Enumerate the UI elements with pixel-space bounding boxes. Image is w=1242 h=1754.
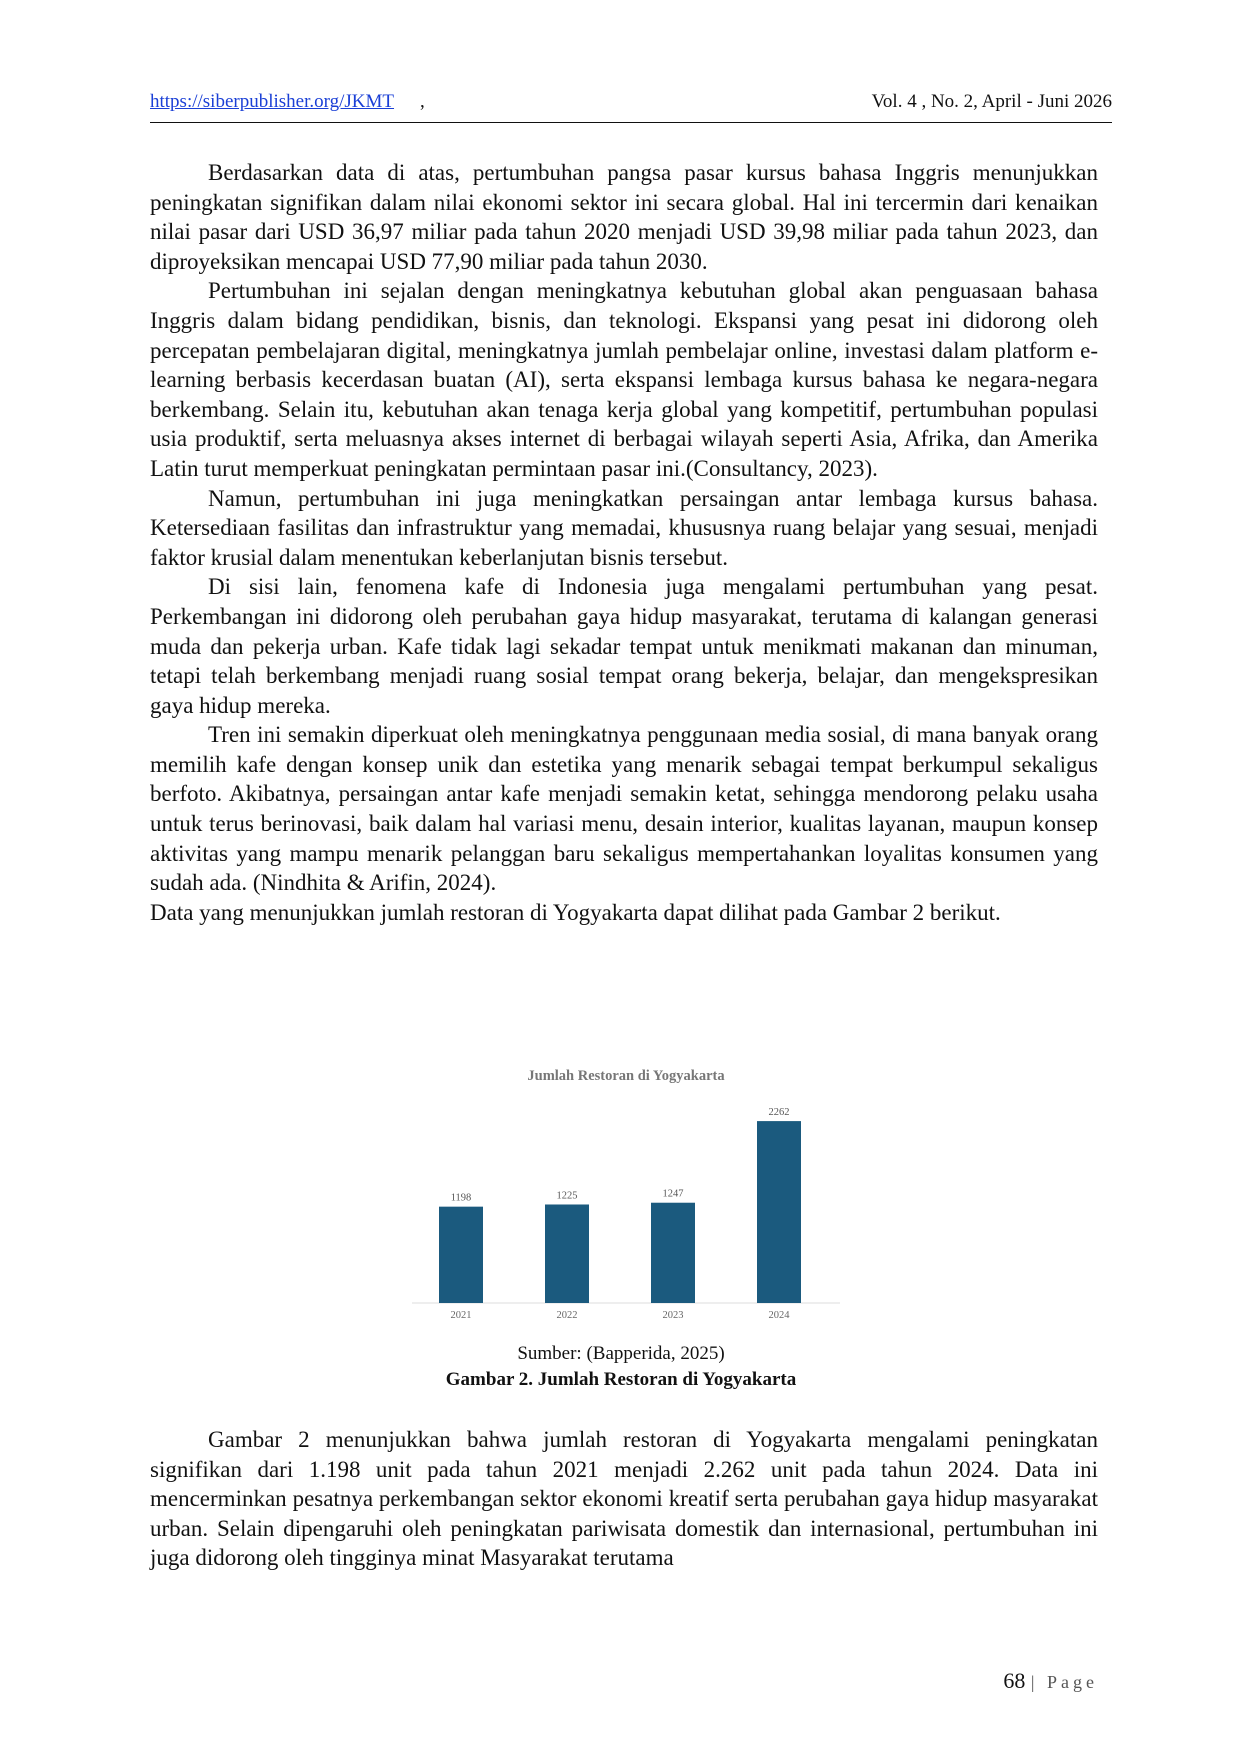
restaurant-bar-chart <box>412 1060 840 1332</box>
paragraph: Pertumbuhan ini sejalan dengan meningkatnya kebutuhan global akan penguasaan bahasa Inggris dalam bidang pendidikan, bisnis, dan teknologi. Ekspansi yang pesat ini didorong oleh percepatan pembelajaran digital, meningkatnya jumlah pembelajar online, investasi dalam platform e-learning berbasis kecerdasan buatan (AI), serta ekspansi lembaga kursus bahasa ke negara-negara berkembang. Selain itu, kebutuhan akan tenaga kerja global yang kompetitif, pertumbuhan populasi usia produktif, serta meluasnya akses internet di berbagai wilayah seperti Asia, Afrika, dan Amerika Latin turut memperkuat peningkatan permintaan pasar ini.(Consultancy, 2023). <box>150 278 1098 481</box>
header-comma: , <box>420 91 425 112</box>
paragraph: Di sisi lain, fenomena kafe di Indonesia juga mengalami pertumbuhan yang pesat. Perkembangan ini didorong oleh perubahan gaya hidup masyarakat, terutama di kalangan generasi muda dan pekerja urban. Kafe tidak lagi sekadar tempat untuk menikmati makanan dan minuman, tetapi telah berkembang menjadi ruang sosial tempat orang bekerja, belajar, dan mengekspresikan gaya hidup mereka. <box>150 574 1098 718</box>
x-tick-2023: 2023 <box>662 1310 684 1321</box>
data-label-2024: 2262 <box>768 1107 790 1119</box>
bar-2022 <box>545 1204 589 1303</box>
page-label: | Page <box>1030 1672 1098 1692</box>
page-number: 68 <box>1003 1668 1026 1693</box>
bar-2024 <box>757 1121 801 1303</box>
figure-source: Sumber: (Bapperida, 2025) <box>517 1343 725 1364</box>
x-tick-2022: 2022 <box>556 1310 578 1321</box>
volume-info: Vol. 4 , No. 2, April - Juni 2026 <box>871 91 1112 112</box>
body-text-top <box>150 158 1098 927</box>
x-tick-2024: 2024 <box>768 1310 790 1321</box>
paragraph: Gambar 2 menunjukkan bahwa jumlah restoran di Yogyakarta mengalami peningkatan signifikan dari 1.198 unit pada tahun 2021 menjadi 2.262 unit pada tahun 2024. Data ini mencerminkan pesatnya perkembangan sektor ekonomi kreatif serta perubahan gaya hidup masyarakat urban. Selain dipengaruhi oleh peningkatan pariwisata domestik dan internasional, pertumbuhan ini juga didorong oleh tingginya minat Masyarakat terutama <box>150 1427 1098 1571</box>
chart-title: Jumlah Restoran di Yogyakarta <box>527 1068 725 1084</box>
journal-link[interactable]: https://siberpublisher.org/JKMT <box>150 91 395 112</box>
figure-intro: Data yang menunjukkan jumlah restoran di Yogyakarta dapat dilihat pada Gambar 2 berikut. <box>150 899 1001 925</box>
x-tick-2021: 2021 <box>450 1310 472 1321</box>
data-label-2021: 1198 <box>450 1192 472 1204</box>
paragraph: Tren ini semakin diperkuat oleh meningkatnya penggunaan media sosial, di mana banyak orang memilih kafe dengan konsep unik dan estetika yang menarik sebagai tempat berkumpul sekaligus berfoto. Akibatnya, persaingan antar kafe menjadi semakin ketat, sehingga mendorong pelaku usaha untuk terus berinovasi, baik dalam hal variasi menu, desain interior, kualitas layanan, maupun konsep aktivitas yang mampu menarik pelanggan baru sekaligus mempertahankan loyalitas konsumen yang sudah ada. (Nindhita & Arifin, 2024). <box>150 722 1098 896</box>
bar-2023 <box>651 1203 695 1303</box>
paragraph: Berdasarkan data di atas, pertumbuhan pangsa pasar kursus bahasa Inggris menunjukkan peningkatan signifikan dalam nilai ekonomi sektor ini secara global. Hal ini tercermin dari kenaikan nilai pasar dari USD 36,97 miliar pada tahun 2020 menjadi USD 39,98 miliar pada tahun 2023, dan diproyeksikan mencapai USD 77,90 miliar pada tahun 2030. <box>150 160 1098 274</box>
body-text-bottom <box>150 1425 1098 1573</box>
paragraph: Namun, pertumbuhan ini juga meningkatkan persaingan antar lembaga kursus bahasa. Ketersediaan fasilitas dan infrastruktur yang memadai, khususnya ruang belajar yang sesuai, menjadi faktor krusial dalam menentukan keberlanjutan bisnis tersebut. <box>150 485 1098 570</box>
bar-2021 <box>439 1207 483 1303</box>
figure-caption: Gambar 2. Jumlah Restoran di Yogyakarta <box>445 1369 797 1390</box>
data-label-2022: 1225 <box>556 1190 578 1202</box>
data-label-2023: 1247 <box>662 1188 684 1200</box>
page-footer <box>1003 1668 1098 1694</box>
page-header <box>150 88 1112 123</box>
